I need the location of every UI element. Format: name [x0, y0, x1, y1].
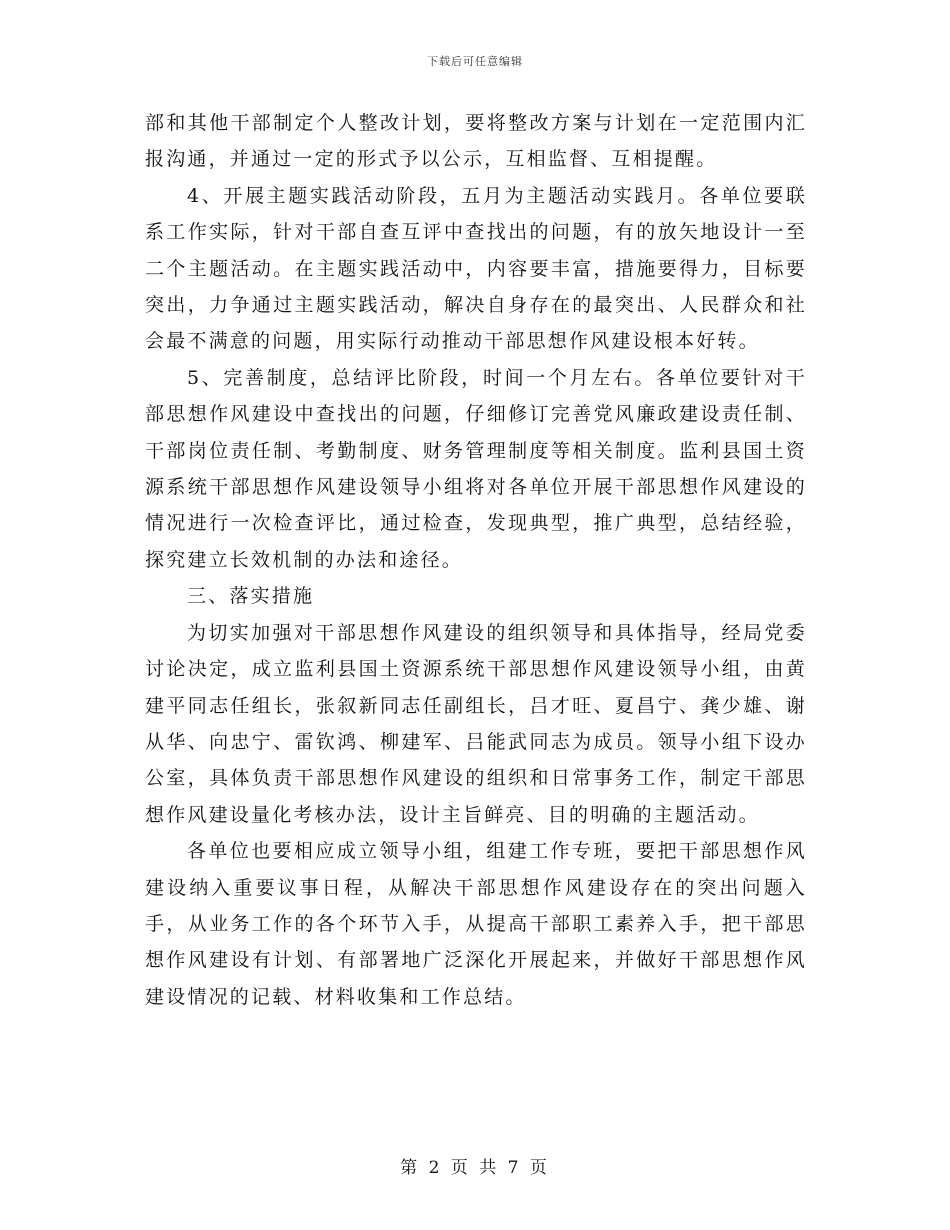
paragraph-step-5: 5、完善制度，总结评比阶段，时间一个月左右。各单位要针对干部思想作风建设中查找出的问题，仔细修订完善党风廉政建设责任制、干部岗位责任制、考勤制度、财务管理制度等相关制度。监利县国土资源系统干部思想作风建设领导小组将对各单位开展干部思想作风建设的情况进行一次检查评比，通过检查，发现典型，推广典型，总结经验，探究建立长效机制的办法和途径。: [145, 366, 807, 571]
paragraph-leadership-group: 为切实加强对干部思想作风建设的组织领导和具体指导，经局党委讨论决定，成立监利县国土资源系统干部思想作风建设领导小组，由黄建平同志任组长，张叙新同志任副组长，吕才旺、夏昌宁、龚少雄、谢从华、向忠宁、雷钦鸿、柳建军、吕能武同志为成员。领导小组下设办公室，具体负责干部思想作风建设的组织和日常事务工作，制定干部思想作风建设量化考核办法，设计主旨鲜亮、目的明确的主题活动。: [145, 621, 807, 826]
section-heading-measures: 三、落实措施: [187, 585, 315, 608]
page-header-note: 下载后可任意编辑: [427, 55, 523, 68]
paragraph-continuation: 部和其他干部制定个人整改计划，要将整改方案与计划在一定范围内汇报沟通，并通过一定的形式予以公示，互相监督、互相提醒。: [145, 112, 807, 171]
document-body: [145, 105, 807, 1015]
page-number: 第 2 页 共 7 页: [400, 1158, 550, 1178]
paragraph-step-4: 4、开展主题实践活动阶段，五月为主题活动实践月。各单位要联系工作实际，针对干部自查互评中查找出的问题，有的放矢地设计一至二个主题活动。在主题实践活动中，内容要丰富，措施要得力，目标要突出，力争通过主题实践活动，解决自身存在的最突出、人民群众和社会最不满意的问题，用实际行动推动干部思想作风建设根本好转。: [145, 184, 807, 353]
paragraph-unit-responsibility: 各单位也要相应成立领导小组，组建工作专班，要把干部思想作风建设纳入重要议事日程，从解决干部思想作风建设存在的突出问题入手，从业务工作的各个环节入手，从提高干部职工素养入手，把干部思想作风建设有计划、有部署地广泛深化开展起来，并做好干部思想作风建设情况的记载、材料收集和工作总结。: [145, 840, 807, 1008]
